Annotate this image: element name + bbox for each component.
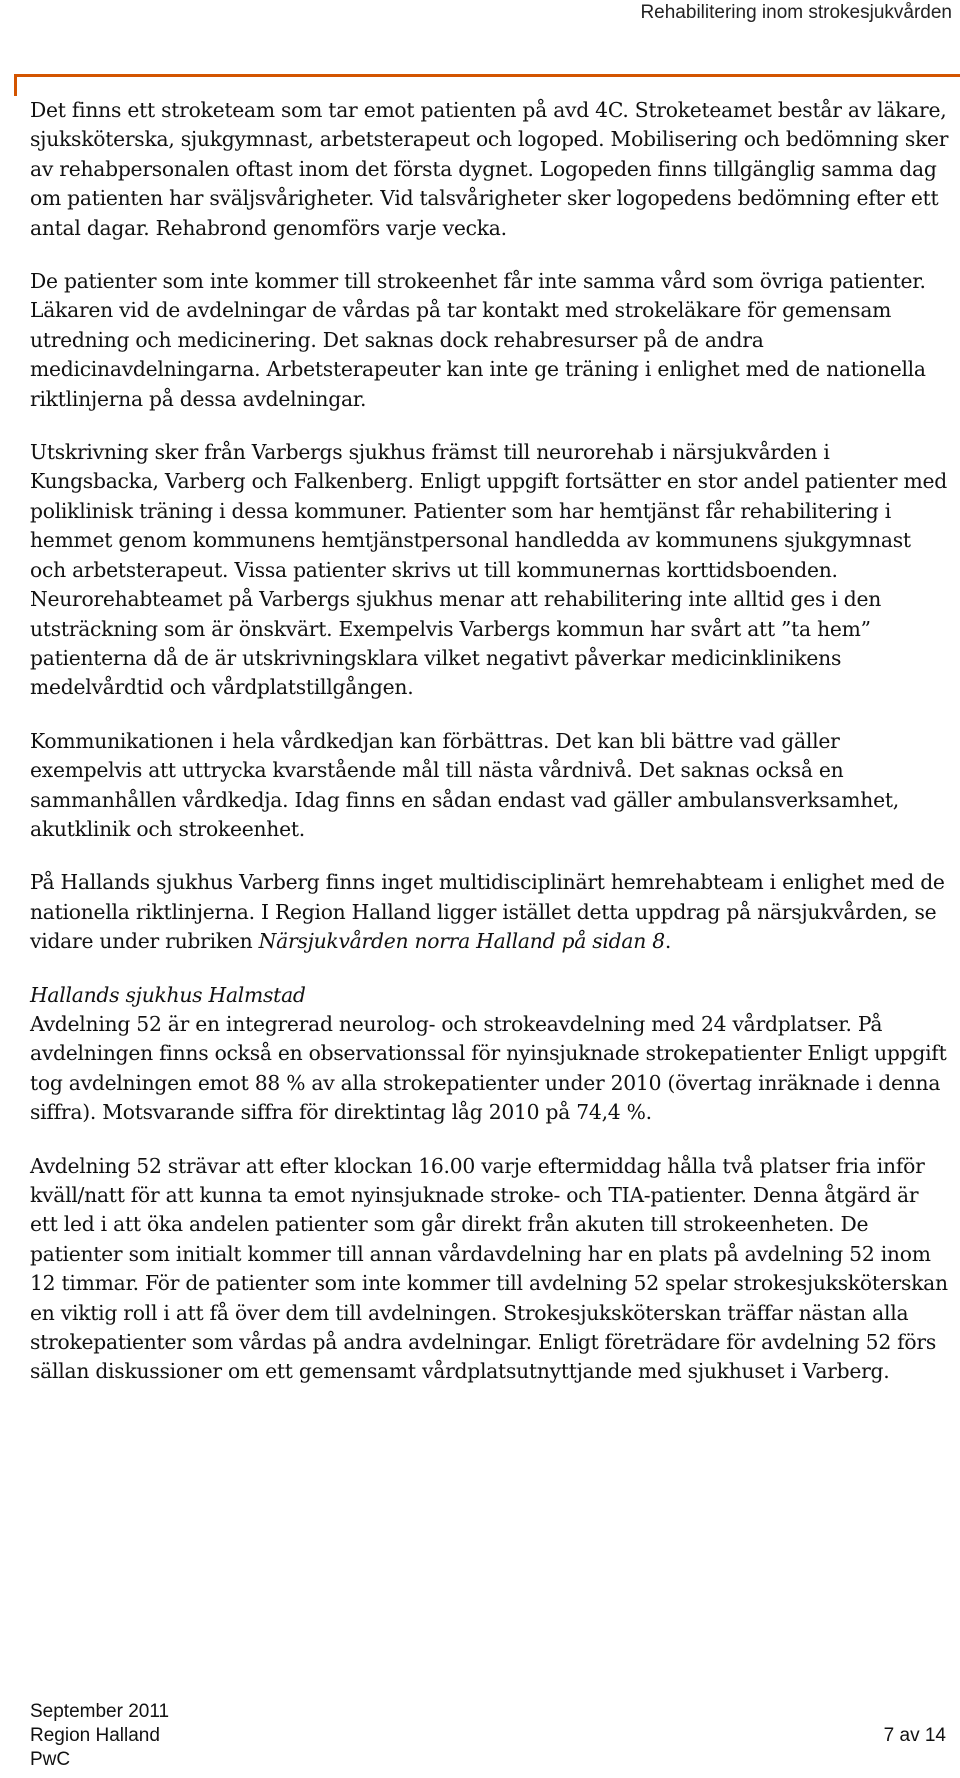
cross-reference: Närsjukvården norra Halland på sidan 8 xyxy=(258,929,665,954)
subheading-halmstad: Hallands sjukhus Halmstad xyxy=(30,982,306,1007)
home-rehab-end: . xyxy=(664,929,672,954)
header-rule xyxy=(14,74,960,77)
footer-org-line xyxy=(30,1724,950,1748)
paragraph-ward-52-beds: Avdelning 52 strävar att efter klockan 16.00 varje eftermiddag hålla två platser fria inför kväll/natt för att kunna ta emot nyinsjuknade stroke- och TIA-patienter. Denna åtgärd är ett led i att öka andelen patienter som går direkt från akuten till strokeenheten. De patienter som initialt kommer till annan vårdavdelning har en plats på avdelning 52 inom 12 timmar. För de patienter som inte kommer till avdelning 52 spelar strokesjuksköterskan en viktig roll i att få över dem till avdelningen. Strokesjuksköterskan träffar nästan alla strokepatienter som vårdas på andra avdelningar. Enligt företrädare för avdelning 52 förs sällan diskussioner om ett gemensamt vårdplatsutnyttjande med sjukhuset i Varberg. xyxy=(30,1153,948,1384)
paragraph-communication: Kommunikationen i hela vårdkedjan kan förbättras. Det kan bli bättre vad gäller exempelvis att uttrycka kvarstående mål till nästa vårdnivå. Det saknas också en sammanhållen vårdkedja. Idag finns en sådan endast vad gäller ambulansverksamhet, akutklinik och strokeenhet. xyxy=(30,728,899,841)
page-number: 7 av 14 xyxy=(883,1725,946,1746)
page-footer xyxy=(30,1700,950,1772)
paragraph-ward-52: Avdelning 52 är en integrerad neurolog- och strokeavdelning med 24 vårdplatser. På avdelningen finns också en observationssal för nyinsjuknade strokepatienter Enligt uppgift tog avdelningen emot 88 % av alla strokepatienter under 2010 (övertag inräknade i denna siffra). Motsvarande siffra för direktintag låg 2010 på 74,4 %. xyxy=(30,1011,947,1125)
paragraph-discharge: Utskrivning sker från Varbergs sjukhus främst till neurorehab i närsjukvården i Kungsbacka, Varberg och Falkenberg. Enligt uppgift fortsätter en stor andel patienter med poliklinisk träning i dessa kommuner. Patienter som har hemtjänst får rehabilitering i hemmet genom kommunens hemtjänstpersonal handledda av kommunens sjukgymnast och arbetsterapeut. Vissa patienter skrivs ut till kommunernas korttidsboenden. Neurorehabteamet på Varbergs sjukhus menar att rehabilitering inte alltid ges i den utsträckning som är önskvärt. Exempelvis Varbergs kommun har svårt att ”ta hem” patienterna då de är utskrivningsklara vilket negativt påverkar medicinklinikens medelvårdtid och vårdplatstillgången. xyxy=(30,440,947,700)
paragraph-other-wards: De patienter som inte kommer till strokeenhet får inte samma vård som övriga patienter. Läkaren vid de avdelningar de vårdas på tar kontakt med strokeläkare för gemensam utredning och medicinering. Det saknas dock rehabresurser på de andra medicinavdelningarna. Arbetsterapeuter kan inte ge träning i enlighet med de nationella riktlinjerna på dessa avdelningar. xyxy=(30,269,926,411)
document-body xyxy=(30,96,950,1411)
footer-date: September 2011 xyxy=(30,1701,170,1722)
running-header-title: Rehabilitering inom strokesjukvården xyxy=(640,2,952,23)
home-rehab-text: På Hallands sjukhus Varberg finns inget multidisciplinärt hemrehabteam i enlighet med de nationella riktlinjerna. I Region Halland ligger istället detta uppdrag på närsjukvården, se vidare under rubriken xyxy=(30,870,945,954)
footer-company: PwC xyxy=(30,1749,71,1770)
paragraph-stroketeam: Det finns ett stroketeam som tar emot patienten på avd 4C. Stroketeamet består av läkare, sjuksköterska, sjukgymnast, arbetsterapeut och logoped. Mobilisering och bedömning sker av rehabpersonalen oftast inom det första dygnet. Logopeden finns tillgänglig samma dag om patienten har sväljsvårigheter. Vid talsvårigheter sker logopedens bedömning efter ett antal dagar. Rehabrond genomförs varje vecka. xyxy=(30,98,949,240)
footer-organization: Region Halland xyxy=(30,1725,160,1746)
header-corner-tick xyxy=(14,74,17,96)
section-halmstad xyxy=(30,981,950,1128)
paragraph-home-rehab xyxy=(30,868,950,956)
